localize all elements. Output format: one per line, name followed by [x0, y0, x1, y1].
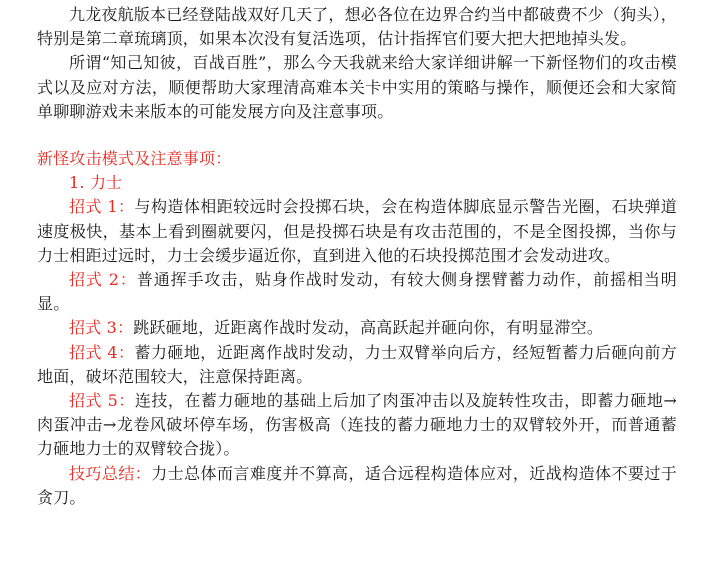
move-text-5: 连技，在蓄力砸地的基础上后加了肉蛋冲击以及旋转性攻击，即蓄力砸地→肉蛋冲击→龙卷风破坏停车场，伤害极高（连技的蓄力砸地力士的双臂较外开，而普通蓄力砸地力士的双臂较合拢）。: [37, 391, 677, 459]
move-paragraph-3: [37, 316, 677, 340]
move-paragraph-2: [37, 268, 677, 316]
move-label-4: 招式 4：: [69, 342, 135, 362]
move-label-3: 招式 3：: [69, 318, 134, 338]
move-text-3: 跳跃砸地，近距离作战时发动，高高跃起并砸向你，有明显滞空。: [133, 318, 604, 338]
move-paragraph-5: [37, 389, 677, 462]
summary-text: 力士总体而言难度并不算高，适合远程构造体应对，近战构造体不要过于贪刀。: [37, 463, 677, 507]
move-text-2: 普通挥手攻击，贴身作战时发动，有较大侧身摆臂蓄力动作，前摇相当明显。: [37, 270, 677, 314]
move-text-1: 与构造体相距较远时会投掷石块，会在构造体脚底显示警告光圈，石块弹道速度极快，基本上看到圈就要闪，但是投掷石块是有攻击范围的，不是全图投掷，当你与力士相距过远时，力士会缓步逼近你，直到进入他的石块投掷范围才会发动进攻。: [37, 197, 677, 265]
section-title: 新怪攻击模式及注意事项：: [37, 149, 232, 169]
move-text-4: 蓄力砸地，近距离作战时发动，力士双臂举向后方，经短暂蓄力后砸向前方地面，破坏范围较大，注意保持距离。: [37, 342, 677, 386]
summary-label: 技巧总结：: [69, 463, 152, 483]
move-label-5: 招式 5：: [69, 391, 135, 411]
paragraph-spacer: [37, 124, 677, 147]
move-label-2: 招式 2：: [69, 270, 137, 290]
move-paragraph-1: [37, 195, 677, 268]
intro-paragraph-1: 九龙夜航版本已经登陆战双好几天了，想必各位在边界合约当中都破费不少（狗头），特别是第二章琉璃顶，如果本次没有复活选项，估计指挥官们要大把大把地掉头发。: [37, 5, 677, 49]
move-label-1: 招式 1：: [69, 197, 135, 217]
document-body: [37, 0, 677, 510]
intro-paragraph-2: 所谓“知己知彼，百战百胜”，那么今天我就来给大家详细讲解一下新怪物们的攻击模式以及应对方法，顺便帮助大家理清高难本关卡中实用的策略与操作，顺便还会和大家简单聊聊游戏未来版本的可能发展方向及注意事项。: [37, 53, 677, 121]
summary-paragraph: [37, 462, 677, 510]
move-paragraph-4: [37, 341, 677, 389]
subsection-title: 1. 力士: [69, 173, 123, 193]
